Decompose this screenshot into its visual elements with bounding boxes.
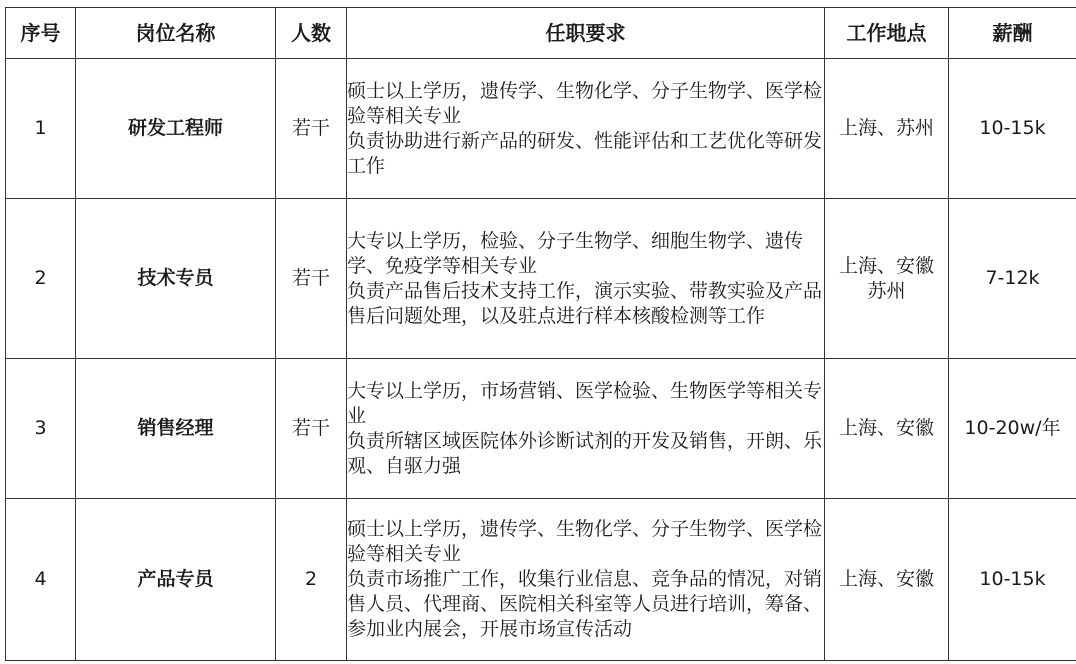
table-header (6, 8, 1076, 59)
header-title: 岗位名称 (76, 8, 276, 59)
requirement-education: 硕士以上学历，遗传学、生物化学、分子生物学、医学检验等相关专业 (347, 518, 823, 565)
row-title: 研发工程师 (76, 59, 276, 199)
row-requirements (347, 199, 825, 359)
requirement-duties: 负责协助进行新产品的研发、性能评估和工艺优化等研发工作 (347, 129, 823, 177)
row-salary: 10-20w/年 (949, 359, 1076, 499)
row-location (825, 359, 949, 499)
requirement-duties: 负责所辖区域医院体外诊断试剂的开发及销售，开朗、乐观、自驱力强 (347, 429, 823, 477)
row-index: 4 (6, 499, 76, 661)
location-line: 苏州 (867, 279, 906, 302)
requirement-education: 硕士以上学历，遗传学、生物化学、分子生物学、医学检验等相关专业 (347, 79, 823, 127)
job-listing-table (5, 7, 1076, 661)
header-index: 序号 (6, 8, 76, 59)
row-count: 若干 (276, 359, 347, 499)
row-title: 技术专员 (76, 199, 276, 359)
table-row (6, 59, 1076, 199)
header-row (6, 8, 1076, 59)
header-location: 工作地点 (825, 8, 949, 59)
row-count: 若干 (276, 59, 347, 199)
row-salary: 7-12k (949, 199, 1076, 359)
location-line: 上海、安徽 (838, 254, 934, 277)
row-location (825, 499, 949, 661)
requirement-duties: 负责市场推广工作，收集行业信息、竞争品的情况，对销售人员、代理商、医院相关科室等人员进行培训，筹备、参加业内展会，开展市场宣传活动 (347, 568, 823, 640)
row-requirements (347, 359, 825, 499)
location-line: 上海、苏州 (838, 117, 934, 139)
header-requirements: 任职要求 (347, 8, 825, 59)
row-count: 若干 (276, 199, 347, 359)
row-title: 销售经理 (76, 359, 276, 499)
location-line: 上海、安徽 (838, 417, 934, 439)
table-row (6, 499, 1076, 661)
header-salary: 薪酬 (949, 8, 1076, 59)
row-salary: 10-15k (949, 59, 1076, 199)
header-count: 人数 (276, 8, 347, 59)
requirement-education: 大专以上学历，市场营销、医学检验、生物医学等相关专业 (347, 379, 823, 427)
requirement-education: 大专以上学历，检验、分子生物学、细胞生物学、遗传学、免疫学等相关专业 (347, 229, 804, 277)
row-salary: 10-15k (949, 499, 1076, 661)
table-body (6, 59, 1076, 661)
row-location (825, 199, 949, 359)
table-row (6, 359, 1076, 499)
row-index: 2 (6, 199, 76, 359)
row-requirements (347, 59, 825, 199)
row-title: 产品专员 (76, 499, 276, 661)
row-count: 2 (276, 499, 347, 661)
table-row (6, 199, 1076, 359)
row-requirements (347, 499, 825, 661)
row-index: 1 (6, 59, 76, 199)
location-line: 上海、安徽 (838, 568, 934, 590)
row-index: 3 (6, 359, 76, 499)
row-location (825, 59, 949, 199)
requirement-duties: 负责产品售后技术支持工作，演示实验、带教实验及产品售后问题处理，以及驻点进行样本核酸检测等工作 (347, 279, 823, 327)
